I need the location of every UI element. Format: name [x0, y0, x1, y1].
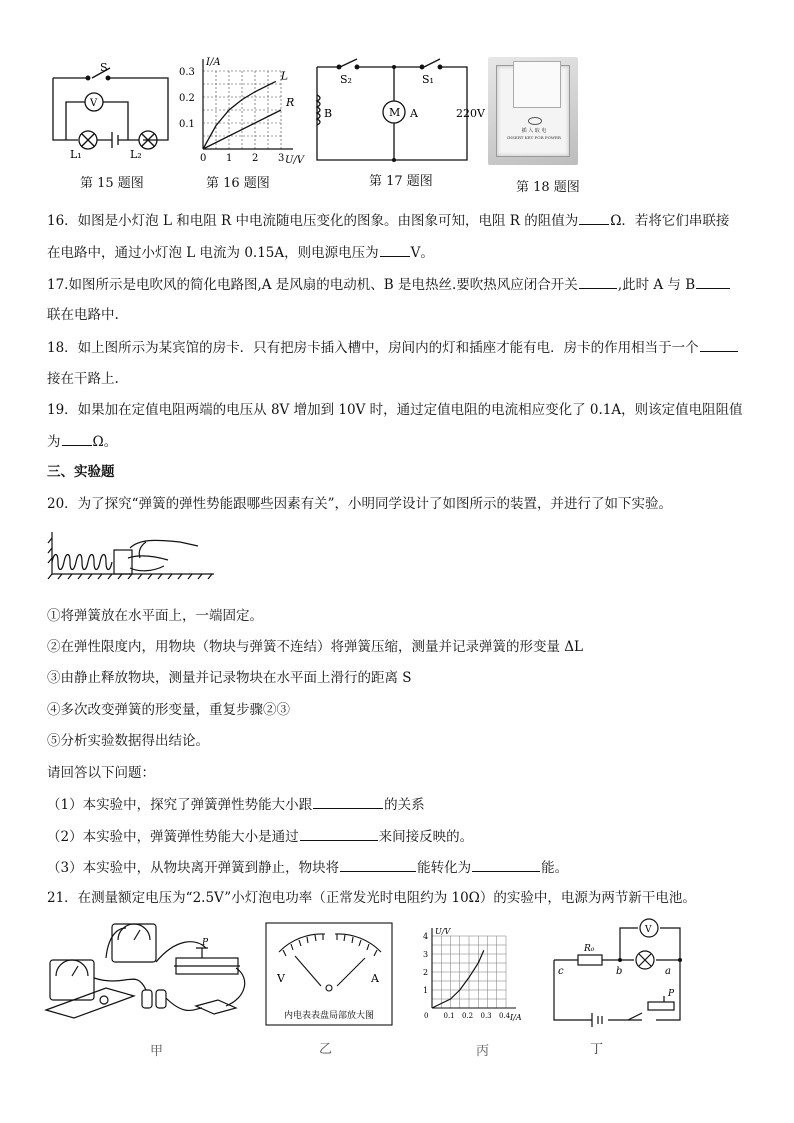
- fig17-voltage-label: 220V: [456, 107, 485, 120]
- figure-21-jia-apparatus: [46, 918, 261, 1028]
- q16-text-c: 在电路中，通过小灯泡 L 电流为 0.15A，则电源电压为: [47, 245, 379, 261]
- x-tick-label: 0.1: [443, 1012, 455, 1020]
- spring-block-figure: [46, 528, 216, 580]
- series-label-L: L: [280, 69, 289, 83]
- fig17-s2-label: S₂: [340, 73, 352, 86]
- y-tick-label: 0.1: [179, 119, 195, 130]
- x-tick-label: 0: [424, 1012, 429, 1020]
- x-axis-label: I/A: [510, 1013, 522, 1022]
- q19-text-c: Ω。: [92, 434, 118, 450]
- fig17-motor-label: A: [410, 107, 418, 120]
- x-tick-label: 2: [252, 153, 259, 164]
- q20-sub3-text-c: 能。: [541, 860, 569, 876]
- q16-text-d: V。: [410, 245, 434, 261]
- q20-sub1: [47, 794, 754, 815]
- y-tick-label: 4: [423, 932, 429, 941]
- series-label-R: R: [286, 96, 295, 109]
- q16-text-a: 16．如图是小灯泡 L 和电阻 R 中电流随电压变化的图象。由图象可知，电阻 R 的阻值为: [47, 213, 579, 229]
- fig21-a-label: a: [665, 966, 671, 977]
- fig21-caption-jia: 甲: [150, 1044, 164, 1059]
- fig18-caption: 第 18 题图: [516, 180, 580, 195]
- card-text-cn: 插 入 取 电: [521, 128, 547, 134]
- q20-sub3-text-b: 能转化为: [417, 860, 472, 876]
- q20-sub2-text-a: （2）本实验中，弹簧弹性势能大小是通过: [47, 829, 299, 845]
- q20-step-3: ③由静止释放物块，测量并记录物块在水平面上滑行的距离 S: [47, 670, 412, 686]
- x-tick-label: 0: [200, 153, 207, 164]
- x-tick-label: 1: [226, 153, 233, 164]
- q17-blank-2[interactable]: [696, 274, 730, 289]
- q20-ask: 请回答以下问题：: [47, 765, 155, 781]
- q17-line2: 联在电路中.: [47, 307, 119, 323]
- fig15-l2-label: L₂: [130, 148, 142, 161]
- fig21-b-label: b: [616, 966, 623, 977]
- fig15-caption: 第 15 题图: [80, 176, 144, 191]
- x-tick-label: 0.3: [480, 1012, 492, 1020]
- y-axis-label: I/A: [206, 57, 221, 68]
- fig21-v-label: V: [645, 925, 652, 935]
- q20-sub1-blank[interactable]: [313, 794, 383, 809]
- q20-sub3-blank-2[interactable]: [472, 857, 540, 872]
- fig21-caption-bing: 丙: [476, 1044, 490, 1059]
- fig21-caption-yi: 乙: [319, 1042, 333, 1057]
- q18-text-a: 18．如上图所示为某宾馆的房卡．只有把房卡插入槽中，房间内的灯和插座才能有电．房卡的作用相当于一个: [47, 340, 699, 356]
- q20-sub3-blank-1[interactable]: [340, 857, 416, 872]
- y-tick-label: 3: [423, 950, 429, 959]
- fig15-switch-label: S: [100, 61, 108, 74]
- x-axis-label: U/V: [285, 155, 305, 166]
- fig21-panel-note: 内电表表盘局部放大图: [283, 1011, 375, 1021]
- q20-sub3-text-a: （3）本实验中，从物块离开弹簧到静止，物块将: [47, 860, 340, 876]
- figure-17-circuit: [312, 55, 485, 165]
- figure-21-yi-meters: [265, 922, 395, 1028]
- q20-step-1: ①将弹簧放在水平面上，一端固定。: [47, 608, 263, 624]
- q20-sub2-blank[interactable]: [300, 826, 378, 841]
- y-tick-label: 2: [423, 968, 429, 977]
- fig21-c-label: c: [558, 966, 564, 977]
- q19-line1: 19．如果加在定值电阻两端的电压从 8V 增加到 10V 时，通过定值电阻的电流相应变化了 0.1A，则该定值电阻阻值: [47, 402, 743, 418]
- q20-step-4: ④多次改变弹簧的形变量，重复步骤②③: [47, 702, 290, 718]
- fig15-meter-label: V: [90, 98, 98, 109]
- card-logo-icon: [528, 117, 542, 125]
- svg-text:P: P: [202, 938, 209, 948]
- fig21-caption-ding: 丁: [590, 1042, 604, 1057]
- figure-16-chart: [175, 55, 315, 165]
- fig16-caption: 第 16 题图: [206, 176, 270, 191]
- figure-21-ding-circuit: [544, 916, 694, 1026]
- q17-text-b: ,此时 A 与 B: [617, 277, 696, 293]
- card-text-en: INSERT KEY FOR POWER: [507, 135, 561, 140]
- q20-step-5: ⑤分析实验数据得出结论。: [47, 733, 209, 749]
- q20-sub2: [47, 826, 754, 847]
- figure-21-bing-graph: [418, 924, 538, 1028]
- q21-text: 21．在测量额定电压为“2.5V”小灯泡电功率（正常发光时电阻约为 10Ω）的实验中，电源为两节新干电池。: [47, 890, 696, 906]
- fig17-heater-label: B: [324, 107, 333, 120]
- q20-intro: 20．为了探究“弹簧的弹性势能跟哪些因素有关”，小明同学设计了如图所示的装置，并进行了如下实验。: [47, 496, 672, 512]
- q19-blank[interactable]: [62, 431, 92, 446]
- q16-text-b: Ω．若将它们串联接: [610, 213, 730, 229]
- q16-line2: [47, 242, 754, 263]
- x-tick-label: 0.2: [462, 1012, 474, 1020]
- q18-line1: [47, 337, 754, 358]
- fig17-caption: 第 17 题图: [369, 174, 433, 189]
- figure-15-circuit: [48, 60, 178, 160]
- q20-sub2-text-b: 来间接反映的。: [378, 829, 474, 845]
- section-heading-experiment: 三、实验题: [47, 464, 115, 480]
- q17-text-a: 17.如图所示是电吹风的简化电路图,A 是风扇的电动机、B 是电热丝.要吹热风应闭合开关: [47, 277, 578, 293]
- q20-sub1-text-b: 的关系: [384, 797, 425, 813]
- q20-sub3: [47, 857, 754, 878]
- fig17-motor-symbol: M: [389, 106, 401, 119]
- q18-blank[interactable]: [700, 337, 738, 352]
- y-tick-label: 0.3: [179, 67, 195, 78]
- y-axis-label: U/V: [435, 927, 451, 936]
- q20-step-2: ②在弹性限度内，用物块（物块与弹簧不连结）将弹簧压缩，测量并记录弹簧的形变量 ΔL: [47, 639, 584, 655]
- q16-line1: [47, 210, 754, 231]
- x-tick-label: 3: [278, 153, 285, 164]
- fig21-p-label: P: [668, 989, 675, 999]
- room-card-photo: [488, 57, 578, 165]
- q17-blank-1[interactable]: [579, 274, 617, 289]
- fig15-l1-label: L₁: [70, 148, 82, 161]
- room-card: [513, 61, 561, 108]
- q16-blank-2[interactable]: [380, 242, 410, 257]
- q19-text-b: 为: [47, 434, 61, 450]
- q18-line2: 接在干路上.: [47, 371, 119, 387]
- q16-blank-1[interactable]: [579, 210, 609, 225]
- q17-line1: [47, 274, 754, 295]
- series-line: [432, 950, 484, 1008]
- fig21-meter-v-label: V: [277, 972, 285, 985]
- fig21-meter-a-label: A: [371, 972, 379, 985]
- y-tick-label: 0.2: [179, 93, 195, 104]
- x-tick-label: 0.4: [499, 1012, 511, 1020]
- q19-line2: [47, 431, 754, 452]
- fig21-r0-label: R₀: [584, 944, 595, 954]
- series-line-L: [203, 81, 276, 149]
- y-tick-label: 1: [423, 986, 429, 995]
- fig17-s1-label: S₁: [422, 73, 434, 86]
- q20-sub1-text-a: （1）本实验中，探究了弹簧弹性势能大小跟: [47, 797, 313, 813]
